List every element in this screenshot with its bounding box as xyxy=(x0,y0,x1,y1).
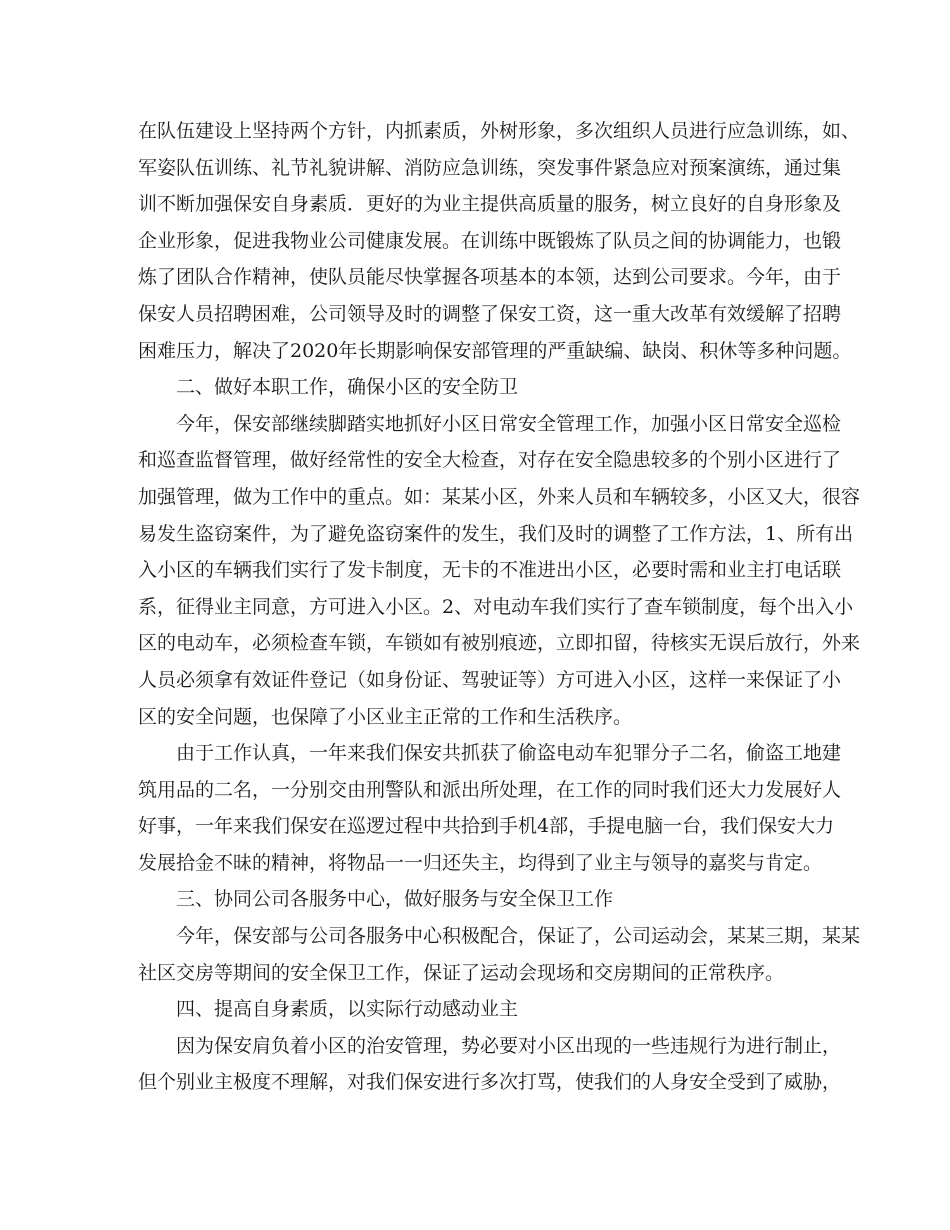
text-line: 区的电动车，必须检查车锁，车锁如有被别痕迹，立即扣留，待核实无误后放行，外来 xyxy=(138,632,861,655)
text-line: 系，征得业主同意，方可进入小区。2、对电动车我们实行了查车锁制度，每个出入小 xyxy=(138,595,854,618)
text-line: 和巡查监督管理，做好经常性的安全大检查，对存在安全隐患较多的个别小区进行了 xyxy=(138,449,842,472)
text-line: 今年，保安部继续脚踏实地抓好小区日常安全管理工作，加强小区日常安全巡检 xyxy=(176,412,842,435)
text-line: 训不断加强保安自身素质．更好的为业主提供高质量的服务，树立良好的自身形象及 xyxy=(138,193,842,216)
text-line: 在队伍建设上坚持两个方针，内抓素质，外树形象，多次组织人员进行应急训练，如、 xyxy=(138,120,861,142)
text-line: 炼了团队合作精神，使队员能尽快掌握各项基本的本领，达到公司要求。今年，由于 xyxy=(138,266,842,289)
text-line: 保安人员招聘困难，公司领导及时的调整了保安工资，这一重大改革有效缓解了招聘 xyxy=(138,302,842,325)
section-heading: 三、协同公司各服务中心，做好服务与安全保卫工作 xyxy=(176,888,614,911)
text-line: 易发生盗窃案件，为了避免盗窃案件的发生，我们及时的调整了工作方法，1、所有出 xyxy=(138,522,854,545)
text-line: 军姿队伍训练、礼节礼貌讲解、消防应急训练，突发事件紧急应对预案演练，通过集 xyxy=(138,156,842,179)
section-heading: 二、做好本职工作，确保小区的安全防卫 xyxy=(176,376,519,399)
text-line: 入小区的车辆我们实行了发卡制度，无卡的不准进出小区，必要时需和业主打电话联 xyxy=(138,559,842,582)
document-body xyxy=(138,113,861,1101)
text-line: 因为保安肩负着小区的治安管理，势必要对小区出现的一些违规行为进行制止， xyxy=(176,1034,842,1057)
text-line: 区的安全问题，也保障了小区业主正常的工作和生活秩序。 xyxy=(138,705,633,728)
text-line: 由于工作认真，一年来我们保安共抓获了偷盗电动车犯罪分子二名，偷盗工地建 xyxy=(176,742,842,765)
text-line: 今年，保安部与公司各服务中心积极配合，保证了，公司运动会，某某三期，某某 xyxy=(176,925,861,948)
text-line: 但个别业主极度不理解，对我们保安进行多次打骂，使我们的人身安全受到了威胁， xyxy=(138,1071,842,1094)
text-line: 企业形象，促进我物业公司健康发展。在训练中既锻炼了队员之间的协调能力，也锻 xyxy=(138,229,842,252)
section-heading: 四、提高自身素质，以实际行动感动业主 xyxy=(176,998,519,1021)
text-line: 筑用品的二名，一分别交由刑警队和派出所处理，在工作的同时我们还大力发展好人 xyxy=(138,778,842,801)
text-line: 好事，一年来我们保安在巡逻过程中共拾到手机4部，手提电脑一台，我们保安大力 xyxy=(138,815,835,838)
text-line: 困难压力，解决了2020年长期影响保安部管理的严重缺编、缺岗、积休等多种问题。 xyxy=(138,339,852,362)
text-line: 发展拾金不昧的精神，将物品一一归还失主，均得到了业主与领导的嘉奖与肯定。 xyxy=(138,851,823,874)
text-line: 人员必须拿有效证件登记（如身份证、驾驶证等）方可进入小区，这样一来保证了小 xyxy=(138,668,842,691)
text-line: 社区交房等期间的安全保卫工作，保证了运动会现场和交房期间的正常秩序。 xyxy=(138,961,785,984)
text-line: 加强管理，做为工作中的重点。如：某某小区，外来人员和车辆较多，小区又大，很容 xyxy=(138,485,861,508)
